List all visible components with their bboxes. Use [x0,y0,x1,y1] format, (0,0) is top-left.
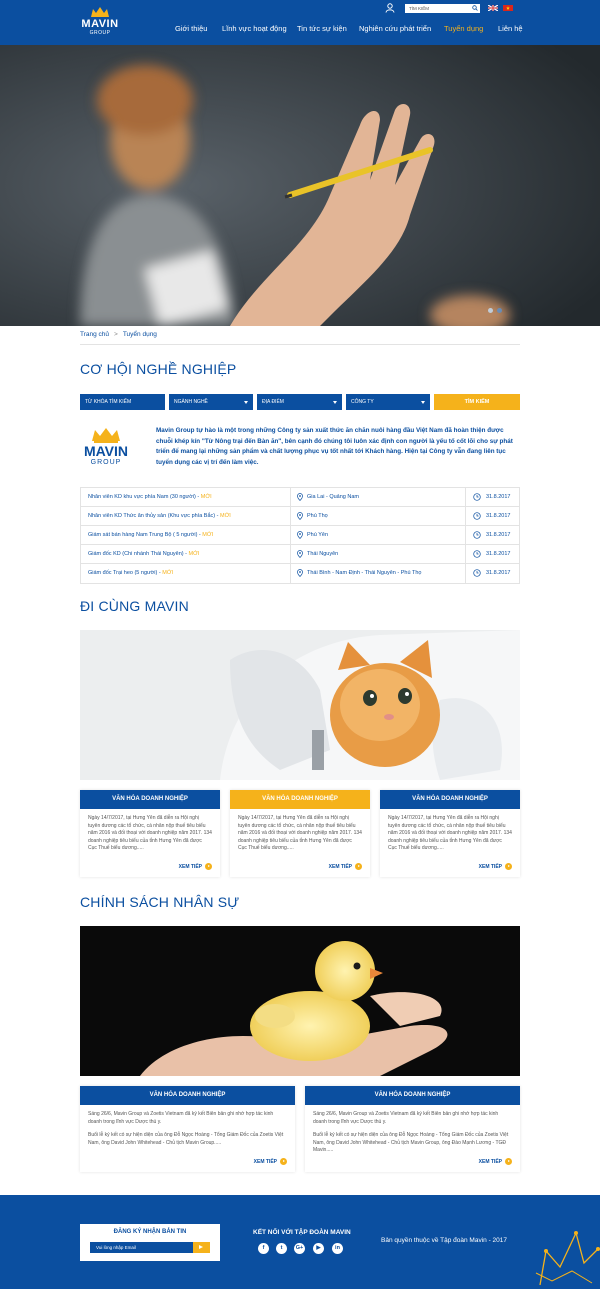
twitter-icon[interactable]: t [276,1243,287,1254]
logo-text: MAVIN [81,18,119,30]
job-deadline: 31.8.2017 [486,494,511,500]
vietnam-flag-icon[interactable] [503,5,513,11]
facebook-icon[interactable]: f [258,1243,269,1254]
chick-image [80,926,520,1076]
job-deadline: 31.8.2017 [486,513,511,519]
nav-research[interactable]: Nghiên cứu phát triển [359,24,432,33]
job-title-text: Giám đốc KD (Chi nhánh Thái Nguyên) - [88,551,187,557]
keyword-filter[interactable] [80,394,165,410]
nav-news[interactable]: Tin tức sự kiện [297,24,347,33]
job-location: Phú Thọ [307,513,328,519]
job-row[interactable] [81,488,519,507]
card-text: Ngày 14/7/2017, tại Hưng Yên đã diễn ra Hội nghị tuyên dương các tổ chức, cá nhân nộp thuế tiêu biểu năm 2016 và đối thoại với doanh nghiệp năm 2017. 134 doanh nghiệp tiêu biểu của tỉnh Hưng Yên đã được Cục Thuế biểu dương..... [88,815,212,851]
column-divider [465,488,466,507]
with-mavin-title: ĐI CÙNG MAVIN [80,598,189,614]
job-row[interactable] [81,507,519,526]
hr-card[interactable] [80,1086,295,1172]
job-title[interactable] [88,551,199,557]
slider-dot[interactable] [488,308,493,313]
column-divider [290,488,291,507]
column-divider [290,526,291,545]
intro-logo-text: MAVIN [83,443,129,459]
card-title[interactable]: VĂN HÓA DOANH NGHIỆP [305,1086,520,1105]
job-location: Thái Bình - Nam Định - Thái Nguyên - Phú Thọ [307,570,422,576]
new-badge: MỚI [220,513,231,519]
column-divider [290,507,291,526]
newsletter-submit-button[interactable] [193,1242,210,1253]
chevron-down-icon [333,401,337,404]
card-text [305,1105,520,1161]
clock-icon [473,550,481,558]
english-flag-icon[interactable] [488,5,498,11]
careers-title: CƠ HỘI NGHỀ NGHIỆP [80,361,237,377]
search-button[interactable]: TÌM KIẾM [434,394,520,410]
card-paragraph: Buổi lễ ký kết có sự hiện diện của ông Đỗ Ngọc Hoàng - Tổng Giám Đốc của Zoetis Việt Nam, ông David John Whitehead - Chủ tịch Mavin Group..... [88,1132,284,1146]
culture-card[interactable] [230,790,370,877]
read-more-link[interactable] [479,1158,512,1165]
job-location: Phú Yên [307,532,329,538]
card-title[interactable]: VĂN HÓA DOANH NGHIỆP [230,790,370,809]
column-divider [465,526,466,545]
company-select[interactable] [346,394,430,410]
clock-icon [473,512,481,520]
slider-dot[interactable] [497,308,502,313]
job-title-text: Nhân viên KD Thức ăn thủy sản (Khu vực phía Bắc) - [88,513,219,519]
hr-policy-title: CHÍNH SÁCH NHÂN SỰ [80,894,240,910]
card-paragraph: Buổi lễ ký kết có sự hiện diện của ông Đỗ Ngọc Hoàng - Tổng Giám Đốc của Zoetis Việt Nam, ông David John Whitehead - Chủ tịch Mavin Group, ông Đào Mạnh Lương - TGĐ Mavin..... [313,1132,509,1153]
google-plus-icon[interactable]: G+ [294,1243,305,1254]
search-icon[interactable] [472,5,478,11]
kitten-image [80,630,520,780]
job-title-text: Giám đốc Trại heo (5 người) - [88,570,161,576]
job-title-text: Nhân viên KD khu vực phía Nam (30 người) - [88,494,200,500]
mavin-intro-logo [80,427,132,471]
newsletter-title: ĐĂNG KÝ NHẬN BẢN TIN [113,1229,187,1235]
search-placeholder: TÌM KIẾM [409,5,429,11]
site-footer [0,1195,600,1289]
card-text: Ngày 14/7/2017, tại Hưng Yên đã diễn ra Hội nghị tuyên dương các tổ chức, cá nhân nộp thuế tiêu biểu năm 2016 và đối thoại với doanh nghiệp năm 2017. 134 doanh nghiệp tiêu biểu của tỉnh Hưng Yên đã được Cục Thuế biểu dương..... [388,815,512,851]
divider [80,344,520,345]
hero-banner-image [0,45,600,326]
top-bar [385,3,513,13]
intro-logo-subtext: GROUP [90,459,122,466]
search-input[interactable] [405,4,480,13]
linkedin-icon[interactable]: in [332,1243,343,1254]
breadcrumb [80,331,157,338]
nav-contact[interactable]: Liên hệ [498,24,523,33]
column-divider [465,507,466,526]
column-divider [290,545,291,564]
read-more-link[interactable] [479,863,512,870]
job-title[interactable] [88,532,213,538]
industry-select-label: NGÀNH NGHỀ [174,399,208,405]
column-divider [290,564,291,583]
site-header [0,0,600,45]
location-pin-icon [297,493,303,501]
job-title[interactable] [88,494,212,500]
connect-title: KẾT NỐI VỚI TẬP ĐOÀN MAVIN [253,1229,351,1236]
card-title[interactable]: VĂN HÓA DOANH NGHIỆP [380,790,520,809]
read-more-label: XEM TIẾP [253,1158,277,1165]
copyright-text: Bản quyền thuộc về Tập đoàn Mavin - 2017 [381,1237,507,1244]
location-pin-icon [297,512,303,520]
nav-careers[interactable]: Tuyển dụng [444,24,484,33]
read-more-label: XEM TIẾP [328,863,352,870]
job-title[interactable] [88,513,231,519]
job-title[interactable] [88,570,173,576]
arrow-right-icon [505,863,512,870]
newsletter-box [80,1224,220,1261]
card-text: Ngày 14/7/2017, tại Hưng Yên đã diễn ra Hội nghị tuyên dương các tổ chức, cá nhân nộp thuế tiêu biểu năm 2016 và đối thoại với doanh nghiệp năm 2017. 134 doanh nghiệp tiêu biểu của tỉnh Hưng Yên đã được Cục Thuế biểu dương..... [238,815,362,851]
job-row[interactable] [81,526,519,545]
read-more-link[interactable] [329,863,362,870]
read-more-label: XEM TIẾP [178,863,202,870]
breadcrumb-current[interactable]: Tuyển dụng [122,331,157,338]
card-paragraph: Sáng 26/6, Mavin Group và Zoetis Vietnam đã ký kết Biên bản ghi nhớ hợp tác kinh doanh trong lĩnh vực Dược thú y. [313,1111,499,1125]
read-more-link[interactable] [179,863,212,870]
job-title-text: Giám sát bán hàng Nam Trung Bộ ( 5 người) - [88,532,201,538]
chevron-down-icon [421,401,425,404]
column-divider [465,564,466,583]
main-nav [0,24,600,36]
logo-subtext: GROUP [89,30,111,36]
user-icon[interactable] [385,3,395,13]
card-title[interactable]: VĂN HÓA DOANH NGHIỆP [80,1086,295,1105]
new-badge: MỚI [202,532,214,538]
location-pin-icon [297,569,303,577]
location-select[interactable] [257,394,342,410]
breadcrumb-separator: > [114,331,118,338]
breadcrumb-home[interactable]: Trang chủ [80,331,110,338]
jobs-table [80,487,520,584]
job-location: Gia Lai - Quảng Nam [307,494,359,500]
clock-icon [473,569,481,577]
culture-card[interactable] [380,790,520,877]
clock-icon [473,531,481,539]
keyword-filter-label: TỪ KHÓA TÌM KIẾM [85,399,132,405]
chevron-down-icon [244,401,248,404]
new-badge: MỚI [188,551,200,557]
nav-about[interactable]: Giới thiệu [175,24,208,33]
arrow-right-icon [280,1158,287,1165]
job-deadline: 31.8.2017 [486,532,511,538]
industry-select[interactable] [169,394,253,410]
read-more-label: XEM TIẾP [478,1158,502,1165]
location-select-label: ĐỊA ĐIỂM [262,399,284,405]
job-location: Thái Nguyên [307,551,339,557]
new-badge: MỚI [200,494,212,500]
company-select-label: CÔNG TY [351,399,374,405]
job-deadline: 31.8.2017 [486,551,511,557]
read-more-link[interactable] [254,1158,287,1165]
arrow-right-icon [205,863,212,870]
clock-icon [473,493,481,501]
nav-fields[interactable]: Lĩnh vực hoạt động [222,24,287,33]
column-divider [465,545,466,564]
slider-dots [488,308,502,313]
arrow-right-icon [355,863,362,870]
hr-card[interactable] [305,1086,520,1172]
arrow-right-icon [505,1158,512,1165]
read-more-label: XEM TIẾP [478,863,502,870]
new-badge: MỚI [162,570,174,576]
email-field[interactable]: Vui lòng nhập Email [90,1242,193,1253]
location-pin-icon [297,531,303,539]
crown-icon [90,6,110,18]
location-pin-icon [297,550,303,558]
card-title[interactable]: VĂN HÓA DOANH NGHIỆP [80,790,220,809]
careers-intro: Mavin Group tự hào là một trong những Công ty sản xuất thức ăn chăn nuôi hàng đầu Việt Nam đã hoàn thiện được chuỗi khép kín "Từ Nông trại đến Bàn ăn", bên cạnh đó chúng tôi luôn xác định con người là yếu tố cốt lõi cho sự phát triển để mang lại những sản phẩm và chất lượng phục vụ tốt nhất tới Khách hàng. Hiện tại Công ty vẫn đang liên tục tuyển dụng các vị trí đến làm việc. [156,427,513,466]
youtube-icon[interactable]: ▶ [313,1243,324,1254]
card-text [80,1105,295,1153]
job-row[interactable] [81,545,519,564]
crown-watermark-icon [532,1213,600,1289]
card-paragraph: Sáng 26/6, Mavin Group và Zoetis Vietnam đã ký kết Biên bản ghi nhớ hợp tác kinh doanh trong lĩnh vực Dược thú y. [88,1111,274,1125]
culture-card[interactable] [80,790,220,877]
job-row[interactable] [81,564,519,583]
job-deadline: 31.8.2017 [486,570,511,576]
